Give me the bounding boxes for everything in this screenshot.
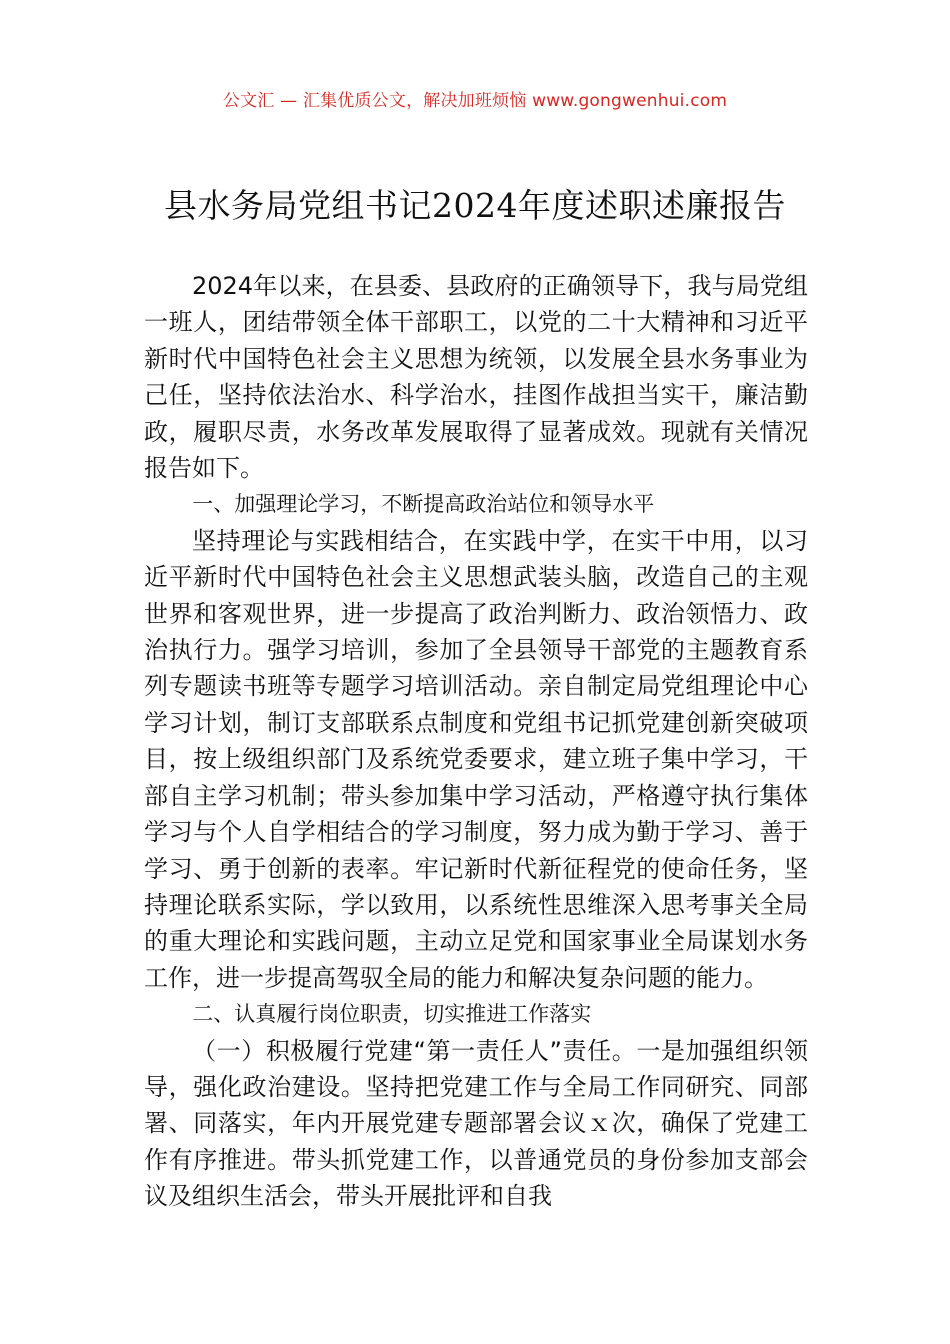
section-2-paragraph: （一）积极履行党建“第一责任人”责任。一是加强组织领导，强化政治建设。坚持把党建工作与全局工作同研究、同部署、同落实，年内开展党建专题部署会议ｘ次，确保了党建工作有序推进。带头抓党建工作，以普通党员的身份参加支部会议及组织生活会，带头开展批评和自我 [144,1036,808,1211]
section-1-paragraph: 坚持理论与实践相结合，在实践中学，在实干中用，以习近平新时代中国特色社会主义思想武装头脑，改造自己的主观世界和客观世界，进一步提高了政治判断力、政治领悟力、政治执行力。强学习培训，参加了全县领导干部党的主题教育系列专题读书班等专题学习培训活动。亲自制定局党组理论中心学习计划，制订支部联系点制度和党组书记抓党建创新突破项目，按上级组织部门及系统党委要求，建立班子集中学习，干部自主学习机制；带头参加集中学习活动，严格遵守执行集体学习与个人自学相结合的学习制度，努力成为勤于学习、善于学习、勇于创新的表率。牢记新时代新征程党的使命任务，坚持理论联系实际，学以致用，以系统性思维深入思考事关全局的重大理论和实践问题，主动立足党和国家事业全局谋划水务工作，进一步提高驾驭全局的能力和解决复杂问题的能力。 [144,526,808,992]
intro-paragraph: 2024年以来，在县委、县政府的正确领导下，我与局党组一班人，团结带领全体干部职工，以党的二十大精神和习近平新时代中国特色社会主义思想为统领，以发展全县水务事业为己任，坚持依法治水、科学治水，挂图作战担当实干，廉洁勤政，履职尽责，水务改革发展取得了显著成效。现就有关情况报告如下。 [144,272,808,483]
section-heading-2: 二、认真履行岗位职责，切实推进工作落实 [192,1002,592,1027]
document-title: 县水务局党组书记2024年度述职述廉报告 [164,186,786,225]
document-body [144,268,808,1215]
section-heading-1: 一、加强理论学习，不断提高政治站位和领导水平 [192,492,655,517]
site-banner: 公文汇 — 汇集优质公文，解决加班烦恼 www.gongwenhui.com [222,91,728,111]
